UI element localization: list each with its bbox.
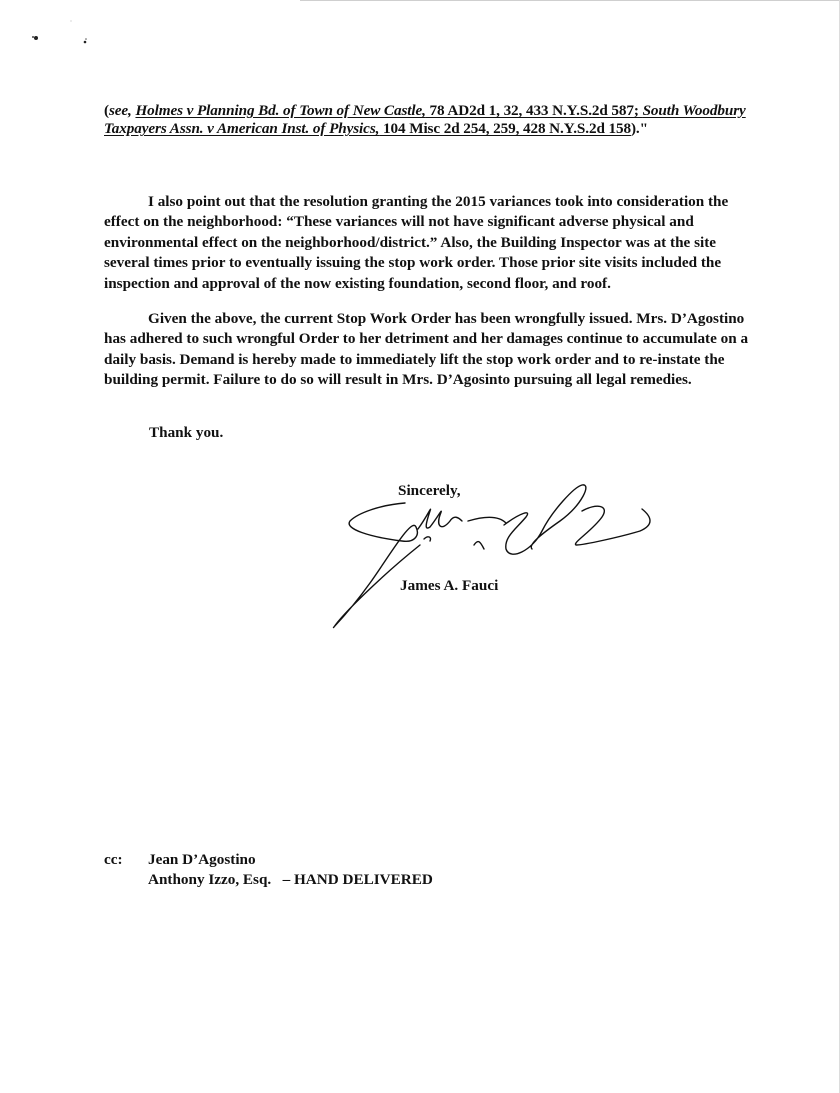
thank-you-line: Thank you. [149, 424, 224, 441]
cc-list [104, 850, 433, 891]
citation-reporter-1: 78 AD2d 1, 32, 433 N.Y.S.2d 587; [425, 102, 643, 119]
citation-reporter-2: 104 Misc 2d 254, 259, 428 N.Y.S.2d 158 [379, 120, 631, 138]
case-citation [104, 102, 754, 139]
handwritten-signature [320, 465, 660, 635]
citation-close: )." [630, 120, 648, 138]
cc-recipient: Anthony Izzo, Esq. – HAND DELIVERED [148, 871, 433, 889]
citation-case-1: Holmes v Planning Bd. of Town of New Castle, [135, 102, 426, 119]
closing-sincerely: Sincerely, [398, 482, 461, 499]
citation-open: ( [104, 102, 109, 119]
citation-see: see, [108, 102, 136, 119]
signer-name: James A. Fauci [400, 577, 499, 594]
cc-label: cc: [104, 851, 123, 868]
paragraph-demand: Given the above, the current Stop Work Order has been wrongfully issued. Mrs. D’Agostino has adhered to such wrongful Order to her detriment and her damages continue to accumulate on a daily basis. Demand is hereby made to immediately lift the stop work order and to re-instate the building permit. Failure to do so will result in Mrs. D’Agosinto pursuing all legal remedies. [104, 310, 749, 389]
scan-specks [0, 0, 120, 60]
scan-edge-top [300, 0, 840, 1]
paragraph-variances: I also point out that the resolution granting the 2015 variances took into consideration the effect on the neighborhood: “These variances will not have significant adverse physical and environmental effect on the neighborhood/district.” Also, the Building Inspector was at the site several times prior to eventually issuing the stop work order. Those prior site visits included the inspection and approval of the now existing foundation, second floor, and roof. [104, 193, 729, 292]
cc-recipient: Jean D’Agostino [148, 851, 256, 868]
citation-case-2: South Woodbury Taxpayers Assn. v American Inst. of Physics, [104, 102, 746, 138]
